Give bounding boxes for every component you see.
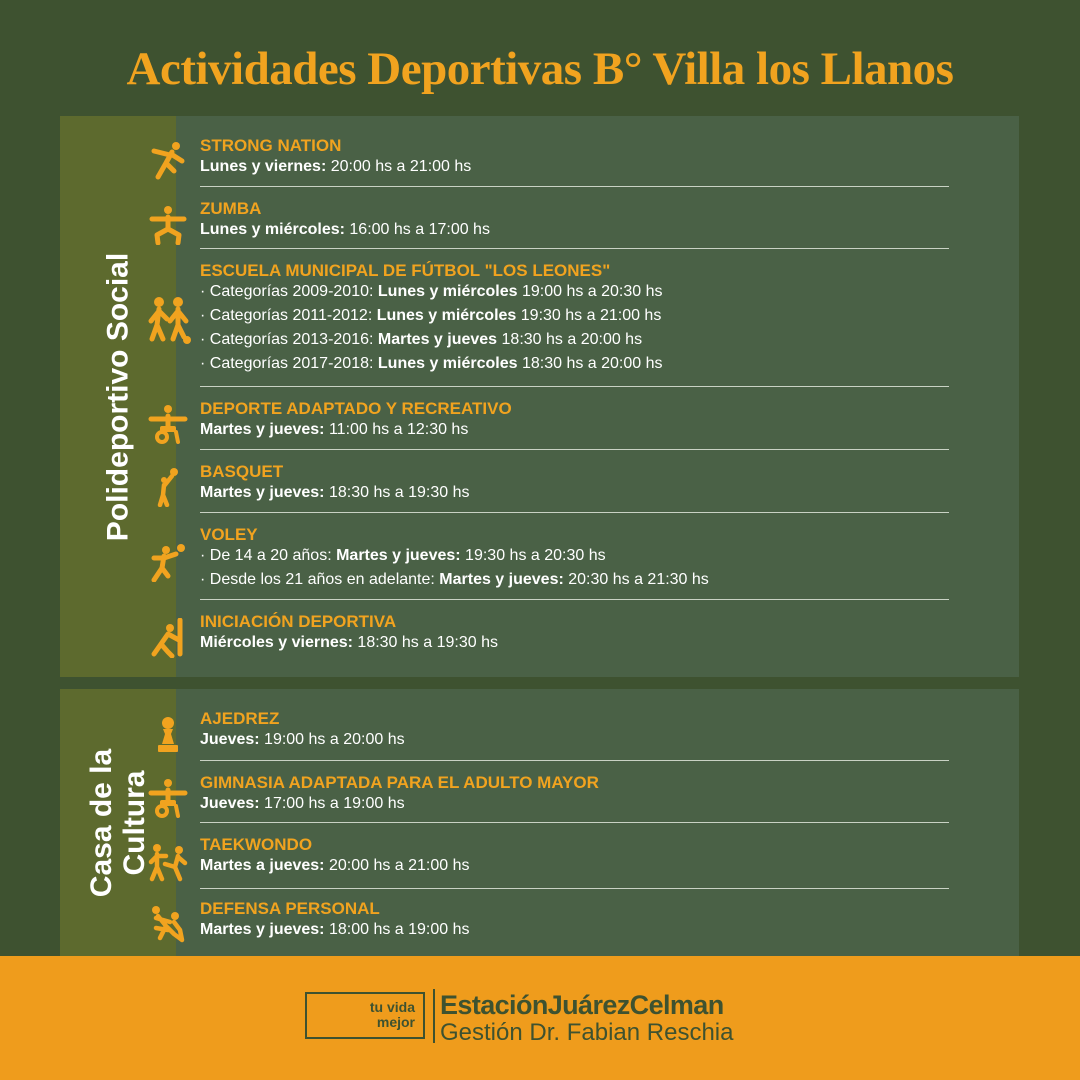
schedule-time: 18:30 hs a 20:00 hs: [497, 331, 643, 348]
activity-name: GIMNASIA ADAPTADA PARA EL ADULTO MAYOR: [200, 773, 599, 792]
title-light: Actividades Deportivas: [126, 43, 582, 95]
schedule-days: Martes y jueves: [377, 331, 498, 348]
schedule-time: 18:00 hs a 19:00 hs: [324, 921, 470, 938]
logo-line1: tu vida: [369, 999, 415, 1015]
section-casa-cultura: [60, 689, 1019, 956]
stretching-icon: [148, 618, 188, 658]
section-label-line1: Casa de la: [85, 748, 118, 897]
schedule-time: 11:00 hs a 12:30 hs: [324, 421, 469, 438]
activity-name: BASQUET: [200, 462, 284, 481]
side-band-polideportivo: [60, 116, 176, 677]
gestion-text: Gestión Dr. Fabian Reschia: [440, 1019, 734, 1046]
schedule-time: 18:30 hs a 20:00 hs: [517, 355, 663, 372]
schedule-days: Martes y jueves:: [439, 571, 564, 588]
schedule-category: · De 14 a 20 años:: [200, 547, 337, 564]
basketball-player-icon: [148, 467, 188, 507]
schedule-time: 20:00 hs a 21:00 hs: [324, 857, 470, 874]
activity-name: INICIACIÓN DEPORTIVA: [200, 612, 397, 631]
self-defense-icon: [148, 904, 188, 944]
schedule-days: Martes a jueves:: [200, 857, 325, 874]
schedule-line: [200, 854, 949, 878]
section-label-casa-cultura: [85, 748, 151, 896]
activity-strong-nation: [200, 136, 949, 187]
activity-name: DEFENSA PERSONAL: [200, 899, 380, 918]
schedule-line: [200, 631, 949, 655]
logo-divider: [433, 989, 435, 1043]
section-label-line2: Cultura: [118, 770, 151, 876]
section-polideportivo: [60, 116, 1019, 677]
activity-voley: [200, 525, 949, 600]
activity-escuela-futbol: [200, 261, 949, 387]
activity-deporte-adaptado: [200, 399, 949, 450]
schedule-days: Martes y jueves:: [336, 547, 461, 564]
schedule-line: [200, 792, 949, 816]
logo-line2: mejor: [376, 1014, 415, 1030]
adapted-gym-icon: [148, 778, 188, 818]
schedule-days: Lunes y miércoles:: [200, 221, 345, 238]
adaptive-sport-icon: [148, 404, 188, 444]
activity-name: TAEKWONDO: [200, 835, 313, 854]
activity-gimnasia-adaptada: [200, 773, 949, 823]
schedule-time: 19:00 hs a 20:30 hs: [517, 283, 663, 300]
activity-basquet: [200, 462, 949, 513]
schedule-days: Lunes y viernes:: [200, 158, 327, 175]
activity-iniciacion-deportiva: [200, 612, 949, 662]
football-players-icon: [148, 295, 192, 345]
activity-name: ESCUELA MUNICIPAL DE FÚTBOL "LOS LEONES": [200, 261, 611, 280]
schedule-time: 18:30 hs a 19:30 hs: [324, 484, 470, 501]
schedule-days: Miércoles y viernes:: [200, 634, 353, 651]
activity-name: VOLEY: [200, 525, 258, 544]
schedule-category: · Categorías 2013-2016:: [200, 331, 378, 348]
schedule-line: [200, 328, 949, 352]
schedule-days: Jueves:: [200, 731, 260, 748]
schedule-line: [200, 481, 949, 505]
activity-name: DEPORTE ADAPTADO Y RECREATIVO: [200, 399, 512, 418]
schedule-days: Lunes y miércoles: [377, 283, 518, 300]
activity-taekwondo: [200, 835, 949, 889]
schedule-time: 20:30 hs a 21:30 hs: [563, 571, 709, 588]
schedule-time: 19:30 hs a 21:00 hs: [516, 307, 662, 324]
taekwondo-icon: [148, 842, 188, 882]
section-label-polideportivo: Polideportivo Social: [101, 252, 135, 541]
volleyball-player-icon: [148, 542, 188, 582]
activity-ajedrez: [200, 709, 949, 761]
schedule-days: Lunes y miércoles: [377, 355, 518, 372]
schedule-line: [200, 218, 949, 242]
schedule-line: [200, 918, 949, 942]
schedule-category: · Categorías 2009-2010:: [200, 283, 378, 300]
activity-name: STRONG NATION: [200, 136, 342, 155]
schedule-days: Martes y jueves:: [200, 921, 325, 938]
footer: [0, 956, 1080, 1080]
schedule-category: · Categorías 2011-2012:: [200, 307, 377, 324]
activity-defensa-personal: [200, 899, 949, 951]
schedule-days: Jueves:: [200, 795, 260, 812]
schedule-days: Lunes y miércoles: [376, 307, 517, 324]
schedule-days: Martes y jueves:: [200, 484, 325, 501]
schedule-line: [200, 352, 949, 376]
schedule-time: 20:00 hs a 21:00 hs: [326, 158, 472, 175]
activity-zumba: [200, 199, 949, 249]
schedule-time: 19:30 hs a 20:30 hs: [460, 547, 606, 564]
schedule-category: · Categorías 2017-2018:: [200, 355, 378, 372]
schedule-time: 17:00 hs a 19:00 hs: [259, 795, 405, 812]
chess-pawn-icon: [148, 714, 188, 754]
schedule-line: [200, 568, 949, 592]
schedule-time: 18:30 hs a 19:30 hs: [352, 634, 498, 651]
schedule-time: 16:00 hs a 17:00 hs: [344, 221, 490, 238]
kick-fitness-icon: [148, 141, 188, 181]
schedule-days: Martes y jueves:: [200, 421, 325, 438]
schedule-line: [200, 155, 949, 179]
activity-name: ZUMBA: [200, 199, 262, 218]
schedule-time: 19:00 hs a 20:00 hs: [259, 731, 405, 748]
schedule-line: [200, 728, 949, 752]
page-title: [0, 42, 1080, 96]
schedule-line: [200, 418, 949, 442]
schedule-category: · Desde los 21 años en adelante:: [200, 571, 440, 588]
title-bold: B° Villa los Llanos: [592, 43, 954, 95]
zumba-pose-icon: [148, 205, 188, 245]
brand-name: EstaciónJuárezCelman: [440, 990, 724, 1020]
schedule-line: [200, 304, 949, 328]
schedule-line: [200, 280, 949, 304]
schedule-line: [200, 544, 949, 568]
activity-name: AJEDREZ: [200, 709, 280, 728]
tu-vida-mejor-logo: [305, 992, 425, 1039]
